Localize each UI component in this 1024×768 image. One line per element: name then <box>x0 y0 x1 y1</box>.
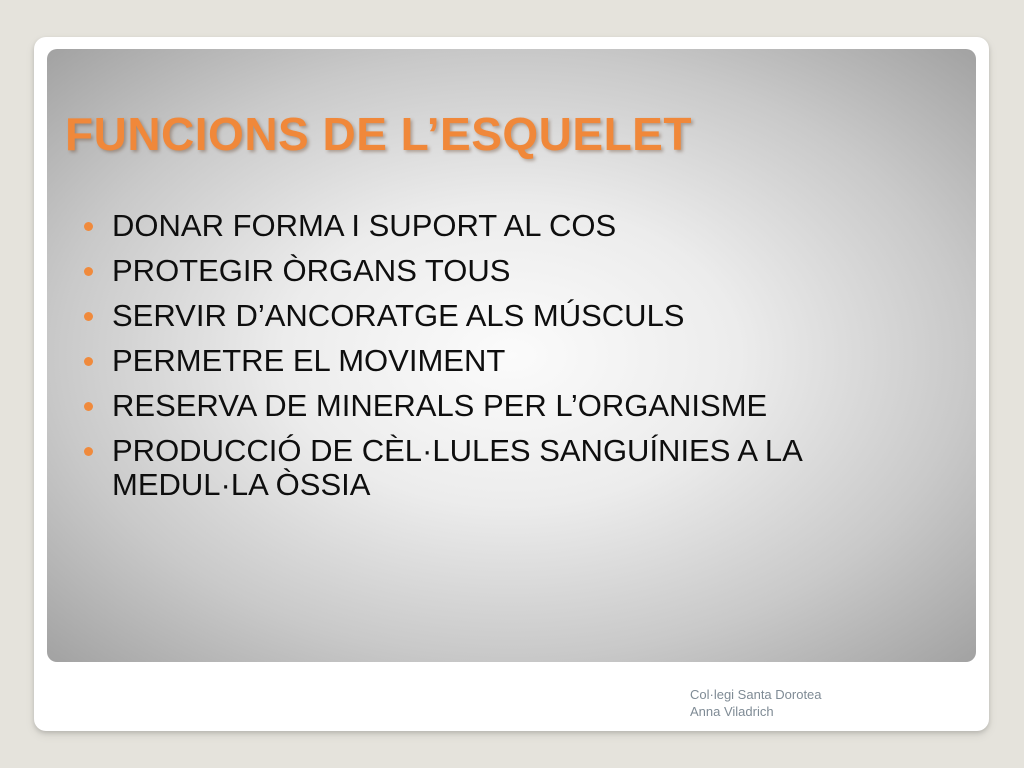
footer-credits <box>690 686 822 720</box>
list-item <box>82 299 962 333</box>
bullet-dot-icon <box>84 402 93 411</box>
bullet-text: PERMETRE EL MOVIMENT <box>112 343 506 378</box>
slide-title: FUNCIONS DE L’ESQUELET <box>65 108 692 160</box>
bullet-dot-icon <box>84 312 93 321</box>
bullet-dot-icon <box>84 357 93 366</box>
list-item <box>82 389 962 423</box>
footer-school: Col·legi Santa Dorotea <box>690 687 822 702</box>
footer-author: Anna Viladrich <box>690 704 774 719</box>
list-item <box>82 254 962 288</box>
bullet-dot-icon <box>84 447 93 456</box>
bullet-list <box>82 209 962 513</box>
bullet-dot-icon <box>84 267 93 276</box>
bullet-text: PRODUCCIÓ DE CÈL·LULES SANGUÍNIES A LA MEDUL·LA ÒSSIA <box>112 433 802 502</box>
bullet-dot-icon <box>84 222 93 231</box>
bullet-text: SERVIR D’ANCORATGE ALS MÚSCULS <box>112 298 685 333</box>
list-item <box>82 209 962 243</box>
bullet-text: PROTEGIR ÒRGANS TOUS <box>112 253 511 288</box>
list-item <box>82 434 962 502</box>
content-panel <box>47 49 976 662</box>
bullet-text: RESERVA DE MINERALS PER L’ORGANISME <box>112 388 768 423</box>
bullet-text: DONAR FORMA I SUPORT AL COS <box>112 208 617 243</box>
list-item <box>82 344 962 378</box>
